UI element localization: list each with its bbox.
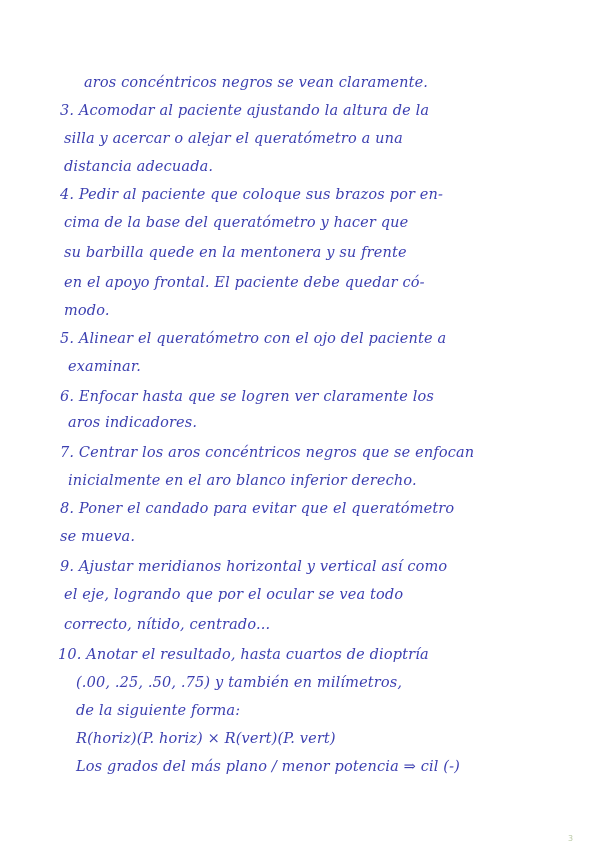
text-line: aros concéntricos negros se vean claramente.	[84, 75, 429, 91]
text-line: 3. Acomodar al paciente ajustando la altura de la	[60, 103, 430, 119]
text-line: (.00, .25, .50, .75) y también en milímetros,	[76, 675, 403, 691]
text-line: cima de la base del queratómetro y hacer que	[64, 215, 409, 231]
text-line: inicialmente en el aro blanco inferior derecho.	[68, 473, 417, 489]
text-line: 5. Alinear el queratómetro con el ojo del paciente a	[60, 331, 447, 347]
text-line: 10. Anotar el resultado, hasta cuartos de dioptría	[58, 647, 429, 663]
text-line: su barbilla quede en la mentonera y su frente	[64, 245, 407, 261]
text-line: de la siguiente forma:	[76, 703, 241, 719]
text-line: 4. Pedir al paciente que coloque sus brazos por en-	[60, 187, 444, 203]
text-line: Los grados del más plano / menor potencia ⇒ cil (-)	[76, 759, 460, 775]
text-line: R(horiz)(P. horiz) × R(vert)(P. vert)	[76, 731, 336, 747]
text-line: en el apoyo frontal. El paciente debe quedar có-	[64, 275, 425, 291]
text-line: examinar.	[68, 359, 142, 375]
text-line: se mueva.	[60, 529, 136, 545]
text-line: 7. Centrar los aros concéntricos negros que se enfocan	[60, 445, 475, 461]
page-mark: 3	[568, 834, 574, 843]
text-line: 8. Poner el candado para evitar que el queratómetro	[60, 501, 455, 517]
text-line: el eje, logrando que por el ocular se vea todo	[64, 587, 404, 603]
text-line: modo.	[64, 303, 110, 319]
text-line: distancia adecuada.	[64, 159, 214, 175]
text-line: aros indicadores.	[68, 415, 198, 431]
text-line: correcto, nítido, centrado...	[64, 617, 271, 633]
text-line: 9. Ajustar meridianos horizontal y vertical así como	[60, 559, 448, 575]
text-line: 6. Enfocar hasta que se logren ver claramente los	[60, 389, 434, 405]
text-line: silla y acercar o alejar el queratómetro a una	[64, 131, 403, 147]
